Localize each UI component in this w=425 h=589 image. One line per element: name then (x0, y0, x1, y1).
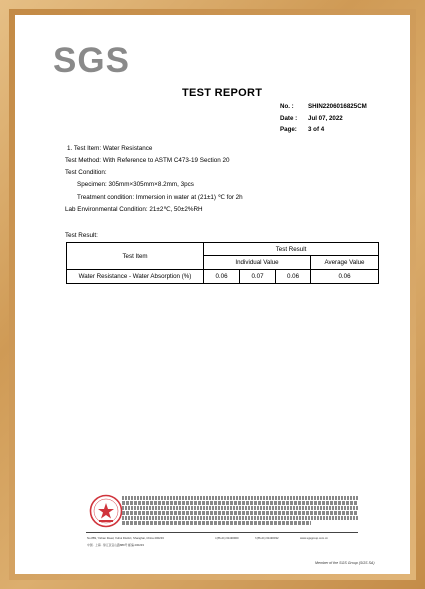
result-table (66, 242, 379, 284)
test-item-line: 1. Test Item: Water Resistance (67, 145, 153, 152)
header-test-result: Test Result (275, 245, 307, 253)
row-test-item: Water Resistance - Water Absorption (%) (78, 273, 192, 280)
footer-member: Member of the SGS Group (SGS SA) (315, 561, 375, 565)
meta-label: No. : (280, 103, 294, 110)
report-title: TEST REPORT (182, 87, 263, 99)
header-individual-value: Individual Value (235, 259, 279, 266)
individual-value-2: 0.07 (251, 273, 264, 280)
meta-value: SHIN2206016825CM (308, 103, 367, 110)
report-page (15, 15, 410, 574)
meta-label: Date : (280, 114, 298, 122)
individual-value-3: 0.06 (286, 273, 300, 280)
test-method-line: Test Method: With Reference to ASTM C473-19 Section 20 (65, 157, 230, 164)
footer-phone: t (86-21) 61190900 (215, 536, 239, 540)
footer-address: No.889, Yishan Road, Xuhui District, Shanghai, China 200233 (87, 536, 164, 540)
header-average-value: Average Value (324, 259, 365, 266)
footer-fax: f (86-21) 61190032 (255, 536, 279, 540)
individual-value-1: 0.06 (215, 273, 228, 280)
footer-website: www.sgsgroup.com.cn (300, 536, 328, 540)
meta-row-page (280, 124, 367, 136)
official-seal-icon (89, 494, 123, 528)
meta-row-number (280, 101, 367, 113)
meta-row-date (280, 113, 367, 125)
test-condition-label: Test Condition: (65, 169, 107, 176)
meta-value: Jul 07, 2022 (308, 114, 343, 122)
lab-environment-line: Lab Environmental Condition: 21±2℃, 50±2%RH (65, 206, 203, 213)
terms-fine-print (122, 496, 358, 525)
report-meta (280, 101, 367, 136)
treatment-line: Treatment condition: Immersion in water at (21±1) ℃ for 2h (77, 194, 243, 201)
sgs-logo: SGS (53, 41, 130, 80)
footer-address-cn: 中国 · 上海 · 徐汇区宜山路889号 邮编 200233 (87, 543, 144, 547)
meta-value: 3 of 4 (308, 126, 325, 133)
meta-label: Page: (280, 126, 297, 133)
header-test-item: Test Item (122, 252, 148, 260)
footer-divider (86, 532, 358, 533)
specimen-line: Specimen: 305mm×305mm×8.2mm, 3pcs (77, 181, 194, 188)
average-value: 0.06 (338, 273, 351, 280)
test-result-label: Test Result: (65, 232, 98, 239)
